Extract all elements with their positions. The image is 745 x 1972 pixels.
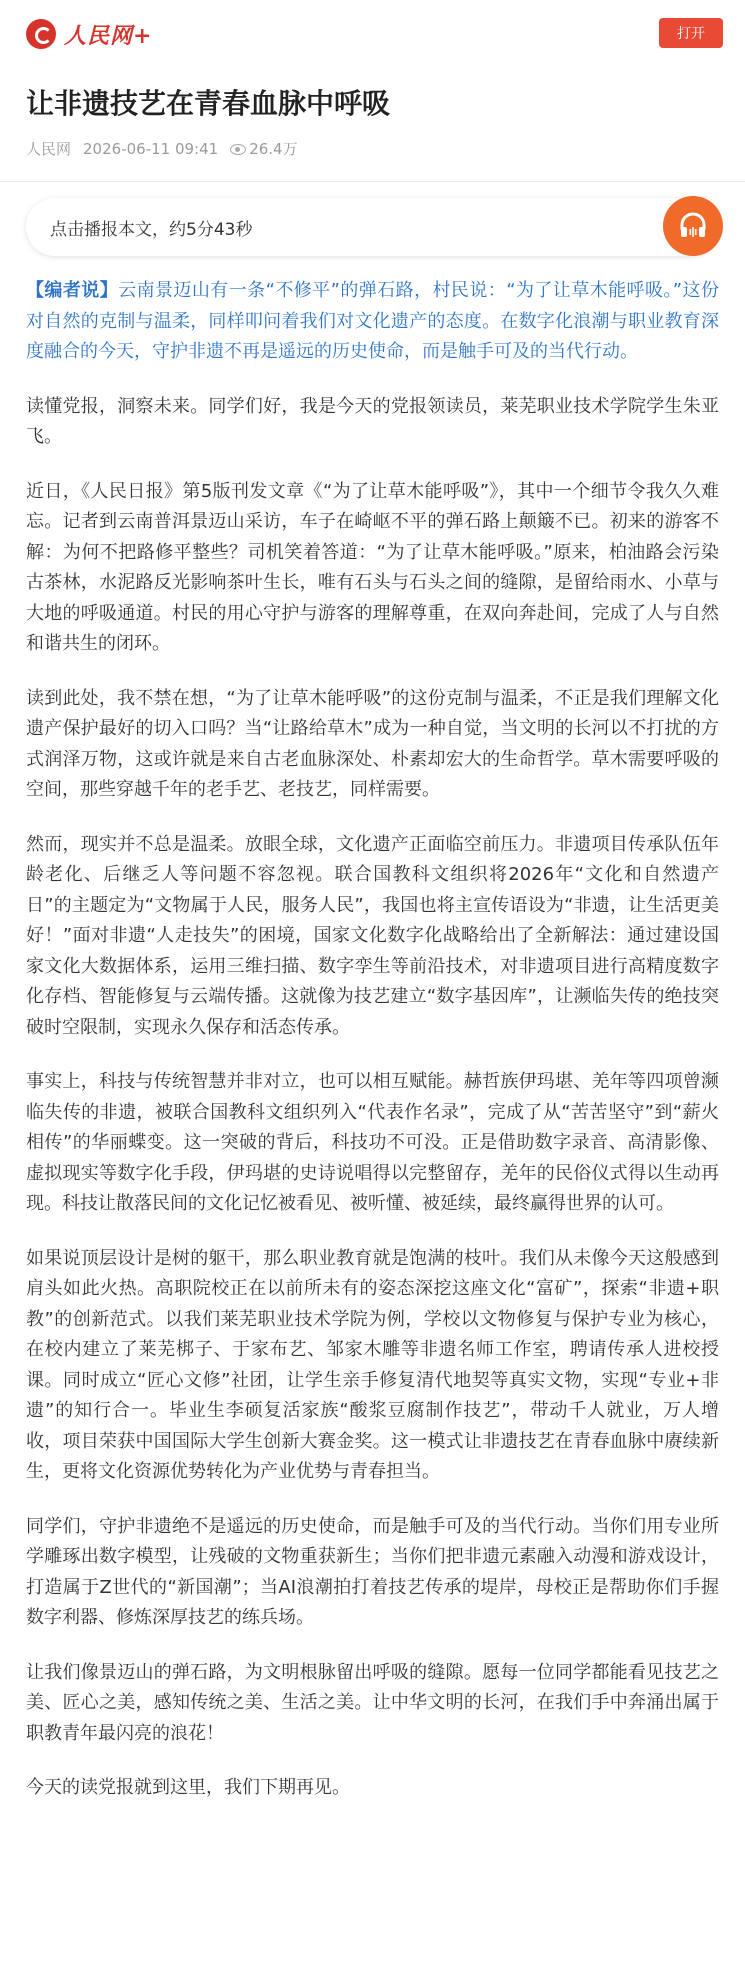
audio-player[interactable] <box>26 198 719 256</box>
article-title: 让非遗技艺在青春血脉中呼吸 <box>26 87 391 120</box>
paragraph: 读懂党报，洞察未来。同学们好，我是今天的党报领读员，莱芜职业技术学院学生朱亚飞。 <box>26 395 719 447</box>
paragraph: 近日，《人民日报》第5版刊发文章《“为了让草木能呼吸”》，其中一个细节令我久久难忘。记者到云南普洱景迈山采访，车子在崎岖不平的弹石路上颠簸不已。初来的游客不解：为何不把路修平整些？司机笑着答道：“为了让草木能呼吸。”原来，柏油路会污染古茶林，水泥路反光影响茶叶生长，唯有石头与石头之间的缝隙，是留给雨水、小草与大地的呼吸通道。村民的用心守护与游客的理解尊重，在双向奔赴间，完成了人与自然和谐共生的闭环。 <box>26 480 719 654</box>
open-app-button[interactable]: 打开 <box>659 18 723 48</box>
paragraph: 让我们像景迈山的弹石路，为文明根脉留出呼吸的缝隙。愿每一位同学都能看见技艺之美、匠心之美，感知传统之美、生活之美。让中华文明的长河，在我们手中奔涌出属于职教青年最闪亮的浪花！ <box>26 1661 719 1744</box>
people-daily-logo-icon <box>26 19 56 49</box>
view-count <box>230 138 297 159</box>
paragraph: 事实上，科技与传统智慧并非对立，也可以相互赋能。赫哲族伊玛堪、羌年等四项曾濒临失传的非遗，被联合国教科文组织列入“代表作名录”，完成了从“苦苦坚守”到“薪火相传”的华丽蝶变。这一突破的背后，科技功不可没。正是借助数字录音、高清影像、虚拟现实等数字化手段，伊玛堪的史诗说唱得以完整留存，羌年的民俗仪式得以生动再现。科技让散落民间的文化记忆被看见、被听懂、被延续，最终赢得世界的认可。 <box>26 1071 719 1214</box>
eye-icon <box>230 144 246 155</box>
editor-note-tag: 【编者说】 <box>26 280 119 301</box>
paragraph: 今天的读党报就到这里，我们下期再见。 <box>26 1777 350 1798</box>
editor-note-text: 云南景迈山有一条“不修平”的弹石路，村民说：“为了让草木能呼吸。”这份对自然的克制与温柔，同样叩问着我们对文化遗产的态度。在数字化浪潮与职业教育深度融合的今天，守护非遗不再是遥远的历史使命，而是触手可及的当代行动。 <box>26 280 719 362</box>
article-meta <box>26 138 719 159</box>
headphones-icon <box>676 209 710 243</box>
audio-label: 点击播报本文，约5分43秒 <box>50 219 253 240</box>
paragraph: 如果说顶层设计是树的躯干，那么职业教育就是饱满的枝叶。我们从未像今天这般感到肩头如此火热。高职院校正在以前所未有的姿态深挖这座文化“富矿”，探索“非遗+职教”的创新范式。以我们莱芜职业技术学院为例，学校以文物修复与保护专业为核心，在校内建立了莱芜梆子、于家布艺、邹家木雕等非遗名师工作室，聘请传承人进校授课。同时成立“匠心文修”社团，让学生亲手修复清代地契等真实文物，实现“专业+非遗”的知行合一。毕业生李硕复活家族“酸浆豆腐制作技艺”，带动千人就业，万人增收，项目荣获中国国际大学生创新大赛金奖。这一模式让非遗技艺在青春血脉中赓续新生，更将文化资源优势转化为产业优势与青春担当。 <box>26 1247 719 1482</box>
editor-note <box>26 276 719 368</box>
paragraph: 同学们，守护非遗绝不是遥远的历史使命，而是触手可及的当代行动。当你们用专业所学雕琢出数字模型，让残破的文物重获新生；当你们把非遗元素融入动漫和游戏设计，打造属于Z世代的“新国潮”；当AI浪潮拍打着技艺传承的堤岸，母校正是帮助你们手握数字利器、修炼深厚技艺的练兵场。 <box>26 1515 719 1628</box>
view-count-value: 26.4万 <box>249 140 298 158</box>
article-body <box>26 276 719 1804</box>
top-bar <box>0 0 745 68</box>
article-source: 人民网 <box>26 140 72 158</box>
article-datetime: 2026-06-11 09:41 <box>83 139 219 158</box>
divider <box>0 181 745 182</box>
audio-play-button[interactable] <box>663 196 723 256</box>
app-logo[interactable] <box>26 19 152 50</box>
logo-text: 人民网+ <box>64 22 153 49</box>
paragraph: 然而，现实并不总是温柔。放眼全球，文化遗产正面临空前压力。非遗项目传承队伍年龄老化、后继乏人等问题不容忽视。联合国教科文组织将2026年“文化和自然遗产日”的主题定为“文物属于人民，服务人民”，我国也将主宣传语设为“非遗，让生活更美好！”面对非遗“人走技失”的困境，国家文化数字化战略给出了全新解法：通过建设国家文化大数据体系，运用三维扫描、数字孪生等前沿技术，对非遗项目进行高精度数字化存档、智能修复与云端传播。这就像为技艺建立“数字基因库”，让濒临失传的绝技突破时空限制，实现永久保存和活态传承。 <box>26 833 719 1038</box>
paragraph: 读到此处，我不禁在想，“为了让草木能呼吸”的这份克制与温柔，不正是我们理解文化遗产保护最好的切入口吗？当“让路给草木”成为一种自觉，当文明的长河以不打扰的方式润泽万物，这或许就是来自古老血脉深处、朴素却宏大的生命哲学。草木需要呼吸的空间，那些穿越千年的老手艺、老技艺，同样需要。 <box>26 687 719 800</box>
